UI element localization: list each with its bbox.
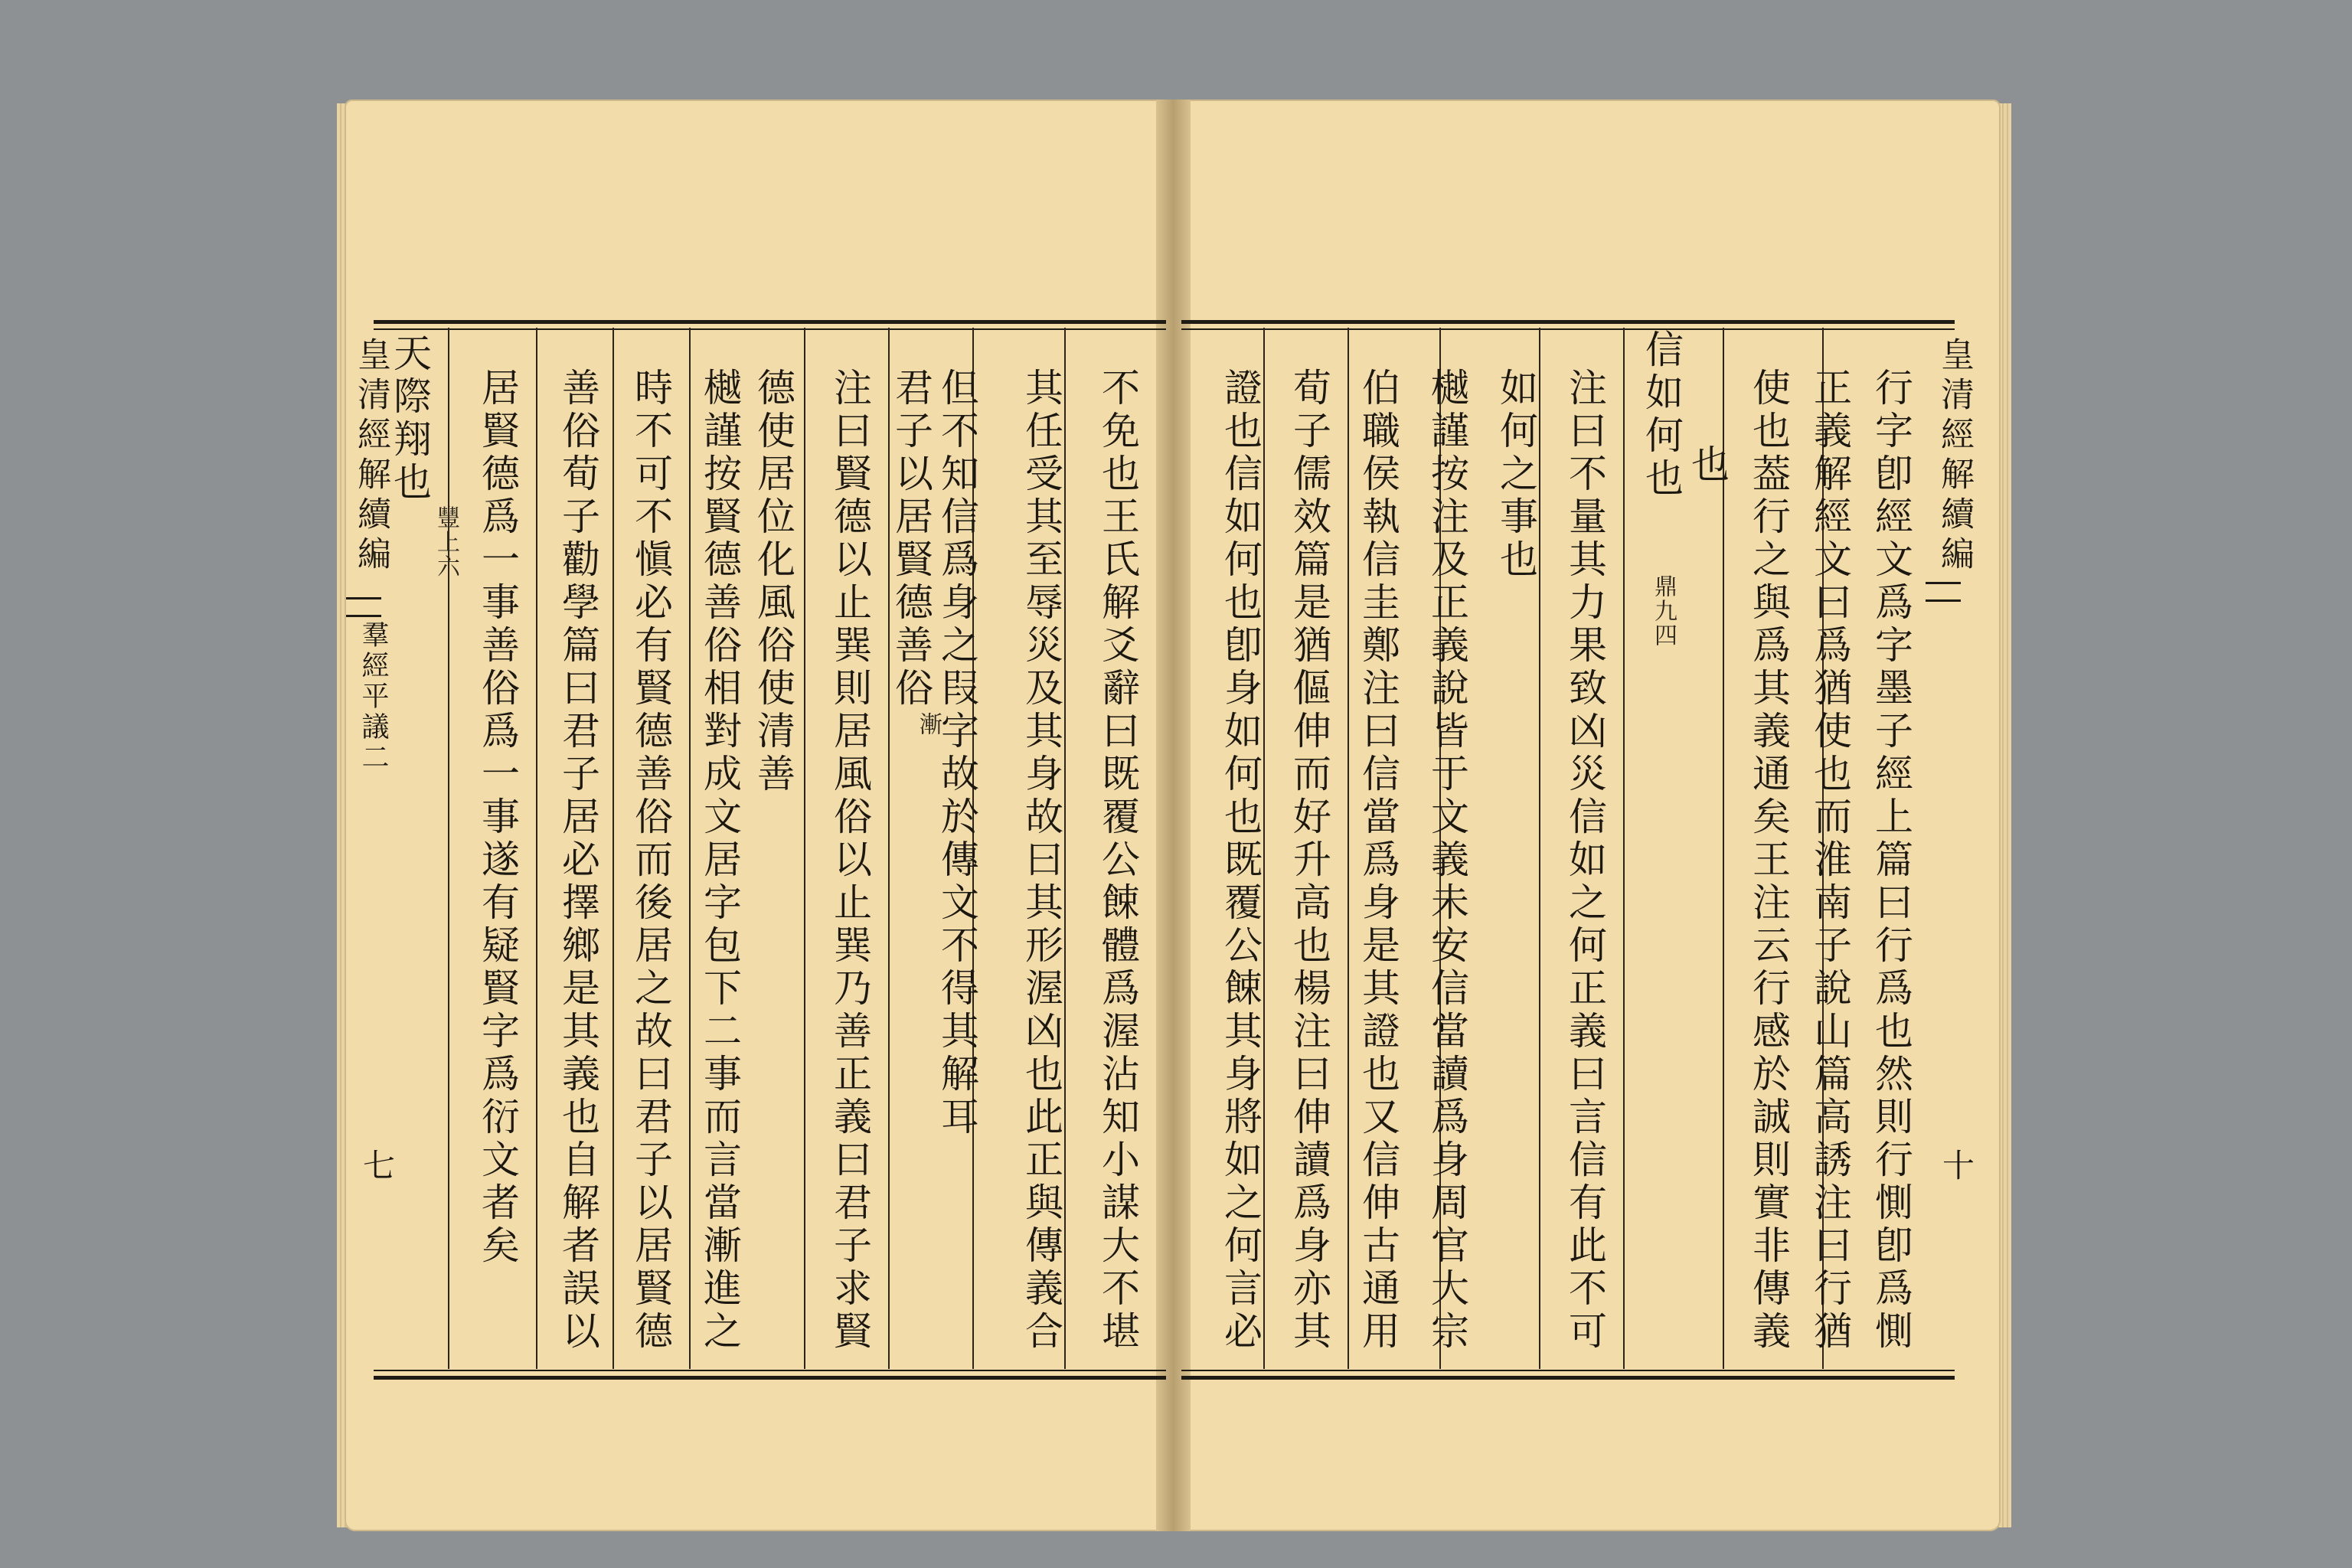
- column-rule: [536, 328, 537, 1369]
- text-column: 樾謹按賢德善俗相對成文居字包下二事而言當漸進之: [697, 368, 742, 1354]
- text-column: 天際翔也: [387, 333, 432, 505]
- left-margin-title: 皇清經解續編: [351, 337, 390, 576]
- left-margin-subtitle: 羣經平議二: [358, 620, 389, 773]
- text-column: 時不可不愼必有賢德善俗而後居之故曰君子以居賢德: [629, 368, 673, 1354]
- frame-rule: [1181, 328, 1955, 330]
- text-column: 也: [1685, 444, 1730, 487]
- text-column: 荀子儒效篇是猶傴伸而好升高也楊注曰伸讀爲身亦其: [1287, 368, 1331, 1354]
- text-column: 證也信如何也卽身如何也既覆公餗其身將如之何言必: [1218, 368, 1263, 1354]
- column-rule: [1064, 328, 1066, 1369]
- text-column: 君子以居賢德善俗: [889, 368, 933, 710]
- column-rule: [804, 328, 805, 1369]
- fish-tail-ornament: [346, 597, 381, 617]
- column-rule: [1263, 328, 1265, 1369]
- column-rule: [1348, 328, 1349, 1369]
- text-column: 正義解經文曰爲猶使也而淮南子說山篇高誘注曰行猶: [1808, 368, 1852, 1354]
- text-column: 注曰不量其力果致凶災信如之何正義曰言信有此不可: [1563, 368, 1607, 1354]
- frame-rule: [374, 1370, 1166, 1371]
- text-column: 信如何也: [1639, 329, 1684, 501]
- left-page-number: 七: [358, 1148, 396, 1181]
- text-column: 德使居位化風俗使清善: [751, 368, 795, 796]
- column-rule: [1623, 328, 1625, 1369]
- hexagram-note-jian: 漸: [915, 712, 942, 737]
- hexagram-note-ding: 鼎九四: [1650, 574, 1677, 648]
- text-column: 注曰賢德以止巽則居風俗以止巽乃善正義曰君子求賢: [828, 368, 872, 1354]
- fish-tail-ornament: [1926, 582, 1961, 602]
- text-column: 樾謹按注及正義說皆于文義未安信當讀爲身周官大宗: [1425, 368, 1469, 1354]
- column-rule: [1539, 328, 1540, 1369]
- text-column: 居賢德爲一事善俗爲一事遂有疑賢字爲衍文者矣: [475, 368, 520, 1268]
- text-column: 行字卽經文爲字墨子經上篇曰行爲也然則行惻卽爲惻: [1869, 368, 1913, 1354]
- column-rule: [448, 328, 449, 1369]
- text-column: 不免也王氏解爻辭曰既覆公餗體爲渥沾知小謀大不堪: [1096, 368, 1140, 1354]
- frame-rule: [1181, 1370, 1955, 1371]
- frame-rule: [374, 328, 1166, 330]
- text-column: 但不知信爲身之叚字故於傳文不得其解耳: [935, 368, 979, 1139]
- column-rule: [689, 328, 691, 1369]
- text-column: 善俗荀子勸學篇曰君子居必擇鄉是其義也自解者誤以: [556, 368, 600, 1354]
- right-margin-title: 皇清經解續編: [1935, 337, 1974, 576]
- column-rule: [612, 328, 614, 1369]
- text-column: 伯職侯執信圭鄭注曰信當爲身是其證也又信伸古通用: [1356, 368, 1400, 1354]
- text-column: 如何之事也: [1494, 368, 1538, 582]
- text-column: 使也葢行之與爲其義通矣王注云行感於誠則實非傳義: [1746, 368, 1791, 1354]
- right-page-number: 十: [1938, 1148, 1975, 1181]
- text-column: 其任受其至辱災及其身故曰其形渥凶也此正與傳義合: [1019, 368, 1063, 1354]
- hexagram-note-feng: 豐上六: [433, 505, 459, 579]
